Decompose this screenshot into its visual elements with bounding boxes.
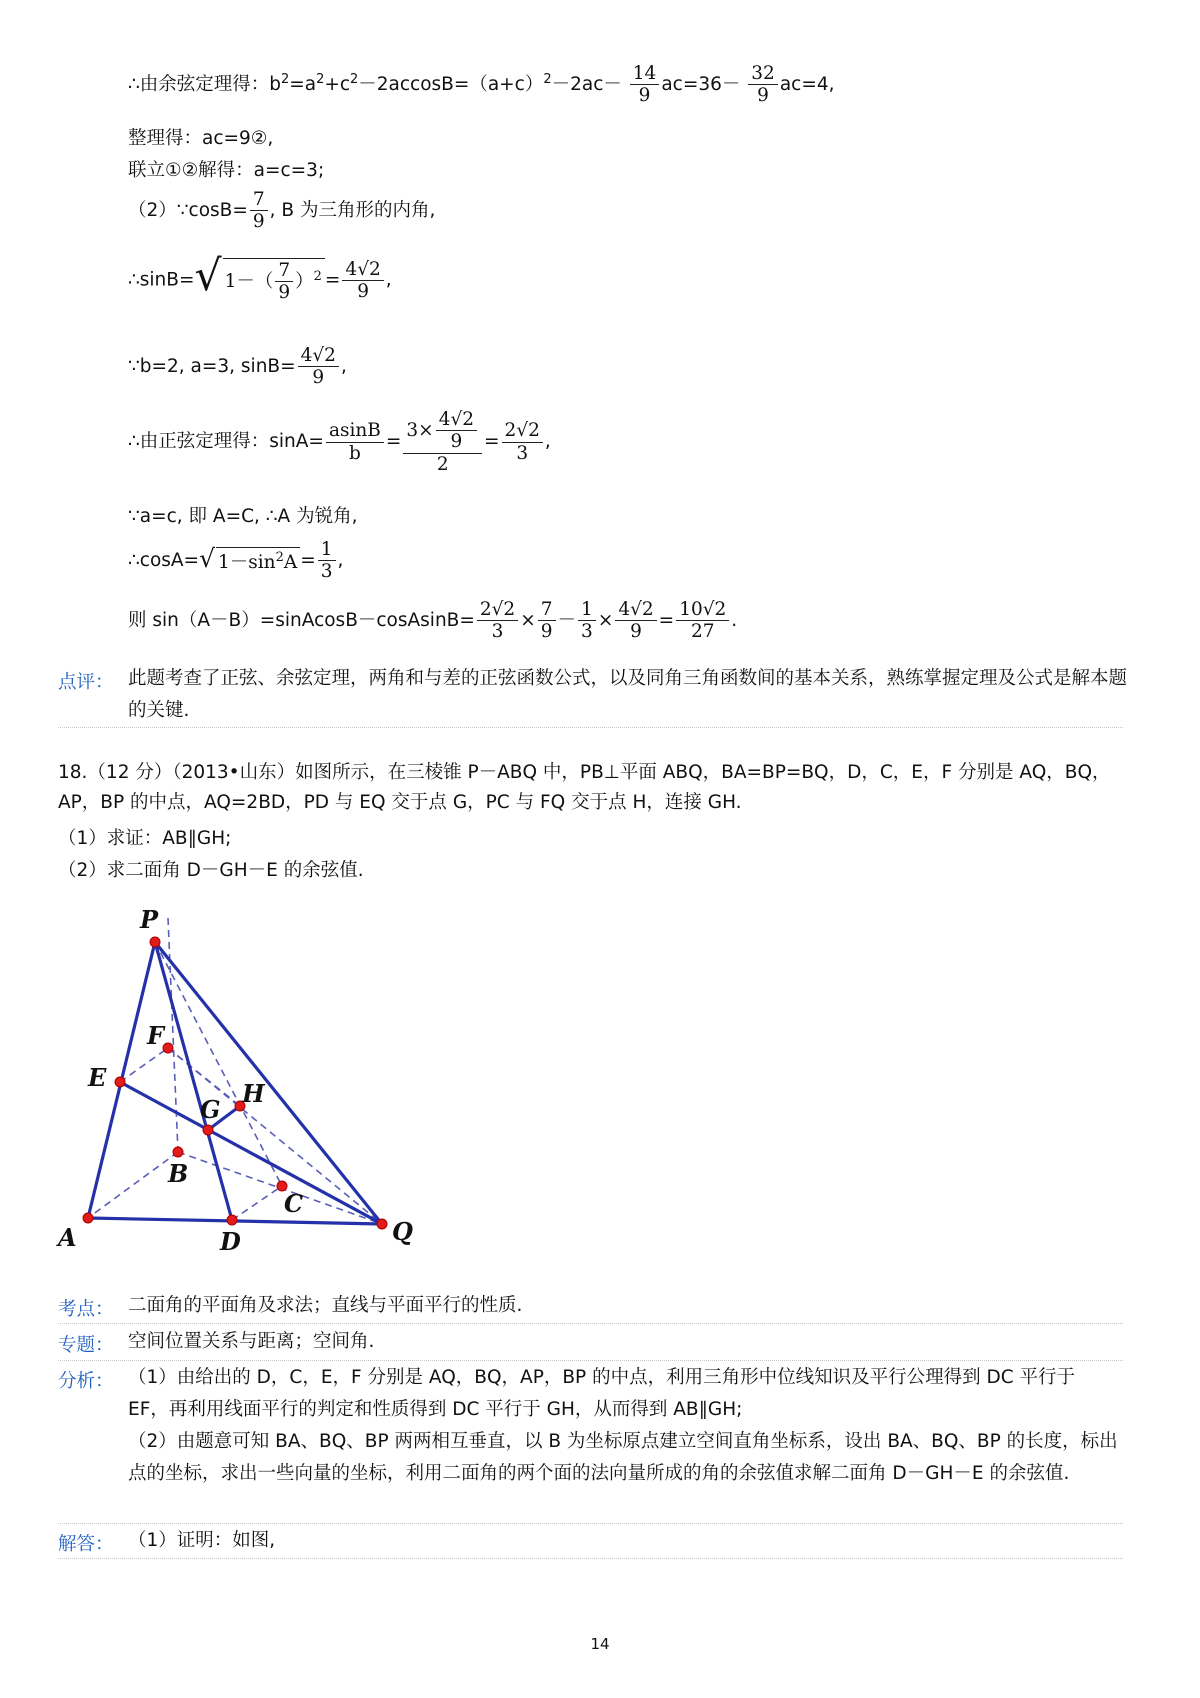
text: . xyxy=(731,609,738,631)
sup: 2 xyxy=(543,71,552,87)
denominator: 3 xyxy=(491,621,504,643)
text: A xyxy=(283,552,298,574)
denominator: 9 xyxy=(252,211,265,233)
text: = xyxy=(324,269,341,291)
text: － xyxy=(557,609,577,631)
solution-line-9 xyxy=(128,540,343,582)
fraction xyxy=(477,600,518,642)
solution-line-3: 联立①②解得：a=c=3; xyxy=(128,160,325,181)
fraction xyxy=(318,540,336,582)
text: ∴由正弦定理得：sinA= xyxy=(128,431,324,453)
answer-text: （1）证明：如图, xyxy=(128,1530,276,1551)
solution-line-1 xyxy=(128,64,834,106)
radicand xyxy=(223,258,325,303)
denominator: 3 xyxy=(516,442,529,464)
solution-line-10 xyxy=(128,600,737,642)
edge-PQ xyxy=(155,942,382,1224)
denominator: 2 xyxy=(436,453,449,475)
text: = xyxy=(484,431,500,453)
text: ∵b=2, a=3, sinB= xyxy=(128,355,296,377)
analysis-text-2: （2）由题意可知 BA、BQ、BP 两两相互垂直，以 B 为坐标原点建立空间直角坐标系，设出 BA、BQ、BP 的长度，标出点的坐标，求出一些向量的坐标，利用二面角的两个面的法向量所成的角的余弦值求解二面角 D－GH－E 的余弦值. xyxy=(128,1431,1118,1484)
sup: 2 xyxy=(313,268,322,284)
pyramid-diagram xyxy=(52,882,472,1252)
solid-edges xyxy=(88,942,382,1224)
numerator: 2√2 xyxy=(502,421,543,442)
text: 1－（ xyxy=(224,270,274,292)
point-F xyxy=(163,1043,173,1053)
numerator: 4√2 xyxy=(298,346,339,367)
fraction xyxy=(326,421,384,463)
denominator: 9 xyxy=(630,621,642,643)
solution-line-5 xyxy=(128,252,392,304)
fraction xyxy=(250,190,268,232)
label-G: G xyxy=(200,1095,221,1124)
dotted-divider xyxy=(58,727,1123,728)
denominator: 9 xyxy=(540,621,553,643)
dotted-divider xyxy=(58,1360,1123,1361)
radical-sign: √ xyxy=(194,252,222,301)
text: =a xyxy=(289,73,317,95)
numerator: 32 xyxy=(748,64,778,85)
problem-part-1: （1）求证：AB∥GH; xyxy=(58,828,232,849)
solution-line-4 xyxy=(128,190,435,232)
analysis-label: 分析： xyxy=(58,1371,114,1392)
fraction xyxy=(502,421,543,463)
numerator xyxy=(403,410,482,454)
fraction xyxy=(615,600,656,642)
text: = xyxy=(385,431,402,453)
text: ac=36－ xyxy=(661,73,741,95)
solution-line-7 xyxy=(128,410,551,474)
dotted-divider xyxy=(58,1523,1123,1524)
sqrt xyxy=(194,252,324,304)
point-P xyxy=(150,937,160,947)
text: ） xyxy=(295,270,314,292)
dotted-divider xyxy=(58,1558,1123,1559)
edge-PB xyxy=(168,918,178,1152)
topic-text: 空间位置关系与距离；空间角. xyxy=(128,1331,375,1352)
review-text: 此题考查了正弦、余弦定理，两角和与差的正弦函数公式，以及同角三角函数间的基本关系，熟练掌握定理及公式是解本题的关键. xyxy=(128,668,1128,721)
text: －2accosB=（a+c） xyxy=(358,73,544,95)
numerator: 2√2 xyxy=(477,600,518,621)
denominator: 9 xyxy=(450,431,463,453)
text: （2）∵cosB= xyxy=(128,199,248,221)
fraction xyxy=(630,64,660,106)
compound-fraction xyxy=(403,410,482,474)
point-E xyxy=(115,1077,125,1087)
text: 1－sin xyxy=(217,552,276,574)
radical-sign: √ xyxy=(199,544,215,574)
denominator: 9 xyxy=(757,85,769,107)
label-D: D xyxy=(220,1227,241,1252)
numerator: 10√2 xyxy=(676,600,729,621)
text: , xyxy=(544,431,551,453)
numerator: 7 xyxy=(250,190,268,211)
sup: 2 xyxy=(275,550,284,566)
edge-PD xyxy=(155,942,232,1220)
denominator: 27 xyxy=(690,621,715,643)
problem-part-2: （2）求二面角 D－GH－E 的余弦值. xyxy=(58,860,364,881)
fraction xyxy=(538,600,556,642)
text: ∴cosA= xyxy=(128,549,200,571)
solution-line-8: ∵a=c, 即 A=C, ∴A 为锐角, xyxy=(128,506,358,527)
denominator: 9 xyxy=(312,367,325,389)
text: , xyxy=(337,549,344,571)
fraction xyxy=(676,600,729,642)
vertex-points xyxy=(83,937,387,1229)
fraction xyxy=(342,260,383,302)
answer-label: 解答： xyxy=(58,1534,114,1555)
text: 则 sin（A－B）=sinAcosB－cosAsinB= xyxy=(128,609,475,631)
sup: 2 xyxy=(316,71,325,87)
vertex-labels xyxy=(56,905,413,1252)
label-B: B xyxy=(168,1159,189,1188)
label-P: P xyxy=(140,905,159,934)
fraction xyxy=(275,261,293,303)
label-A: A xyxy=(58,1223,77,1252)
numerator: 1 xyxy=(318,540,336,561)
problem-stem: 18.（12 分）（2013•山东）如图所示，在三棱锥 P－ABQ 中，PB⊥平面 ABQ，BA=BP=BQ，D，C，E，F 分别是 AQ，BQ，AP，BP 的中点，AQ=2BD，PD 与 EQ 交于点 G，PC 与 FQ 交于点 H，连接 GH. xyxy=(58,762,1111,813)
page-number: 14 xyxy=(590,1635,610,1653)
denominator: 9 xyxy=(278,282,291,304)
text: ∴sinB= xyxy=(128,269,195,291)
text: × xyxy=(597,609,614,631)
numerator: 7 xyxy=(275,261,293,282)
denominator: b xyxy=(348,442,361,464)
fraction xyxy=(436,410,477,452)
point-B xyxy=(173,1147,183,1157)
numerator: 1 xyxy=(578,600,596,621)
text: , xyxy=(385,269,392,291)
solution-line-6 xyxy=(128,346,347,388)
numerator: 4√2 xyxy=(615,600,656,621)
dotted-divider xyxy=(58,1323,1123,1324)
text: ∴由余弦定理得：b xyxy=(128,73,282,95)
denominator: 3 xyxy=(320,561,333,583)
text: +c xyxy=(324,73,351,95)
radicand xyxy=(216,547,300,574)
pyramid-figure xyxy=(52,882,472,1256)
solution-line-2: 整理得：ac=9②, xyxy=(128,128,274,149)
point-D xyxy=(227,1215,237,1225)
label-F: F xyxy=(147,1021,165,1050)
analysis-text-1: （1）由给出的 D，C，E，F 分别是 AQ，BQ，AP，BP 的中点，利用三角形中位线知识及平行公理得到 DC 平行于 EF，再利用线面平行的判定和性质得到 DC 平行于 GH，从而得到 AB∥GH; xyxy=(128,1367,1076,1420)
denominator: 9 xyxy=(357,280,369,302)
fraction xyxy=(578,600,596,642)
sup: 2 xyxy=(281,71,290,87)
numerator: 7 xyxy=(538,600,556,621)
keypoint-text: 二面角的平面角及求法；直线与平面平行的性质. xyxy=(128,1295,523,1316)
fraction xyxy=(298,346,339,388)
text: , xyxy=(340,355,347,377)
text: 3× xyxy=(406,419,434,441)
denominator: 9 xyxy=(638,85,651,107)
text: × xyxy=(520,609,536,631)
text: ac=4, xyxy=(779,73,835,95)
review-label: 点评： xyxy=(58,672,114,693)
numerator: 14 xyxy=(630,64,660,85)
label-H: H xyxy=(242,1079,265,1108)
fraction xyxy=(748,64,778,106)
point-A xyxy=(83,1213,93,1223)
text: = xyxy=(300,549,316,571)
denominator: 3 xyxy=(581,621,593,643)
text: －2ac－ xyxy=(551,73,622,95)
topic-label: 专题： xyxy=(58,1335,114,1356)
point-G xyxy=(203,1125,213,1135)
numerator: 4√2 xyxy=(342,260,383,281)
numerator: asinB xyxy=(326,421,384,442)
numerator: 4√2 xyxy=(436,410,477,431)
keypoint-label: 考点： xyxy=(58,1299,114,1320)
label-Q: Q xyxy=(392,1217,413,1246)
dashed-edges xyxy=(88,918,382,1224)
sqrt xyxy=(199,544,300,574)
text: , B 为三角形的内角, xyxy=(269,199,436,221)
label-C: C xyxy=(284,1189,304,1218)
edge-DC xyxy=(232,1186,282,1220)
point-Q xyxy=(377,1219,387,1229)
label-E: E xyxy=(88,1063,107,1092)
sup: 2 xyxy=(350,71,359,87)
text: = xyxy=(658,609,675,631)
